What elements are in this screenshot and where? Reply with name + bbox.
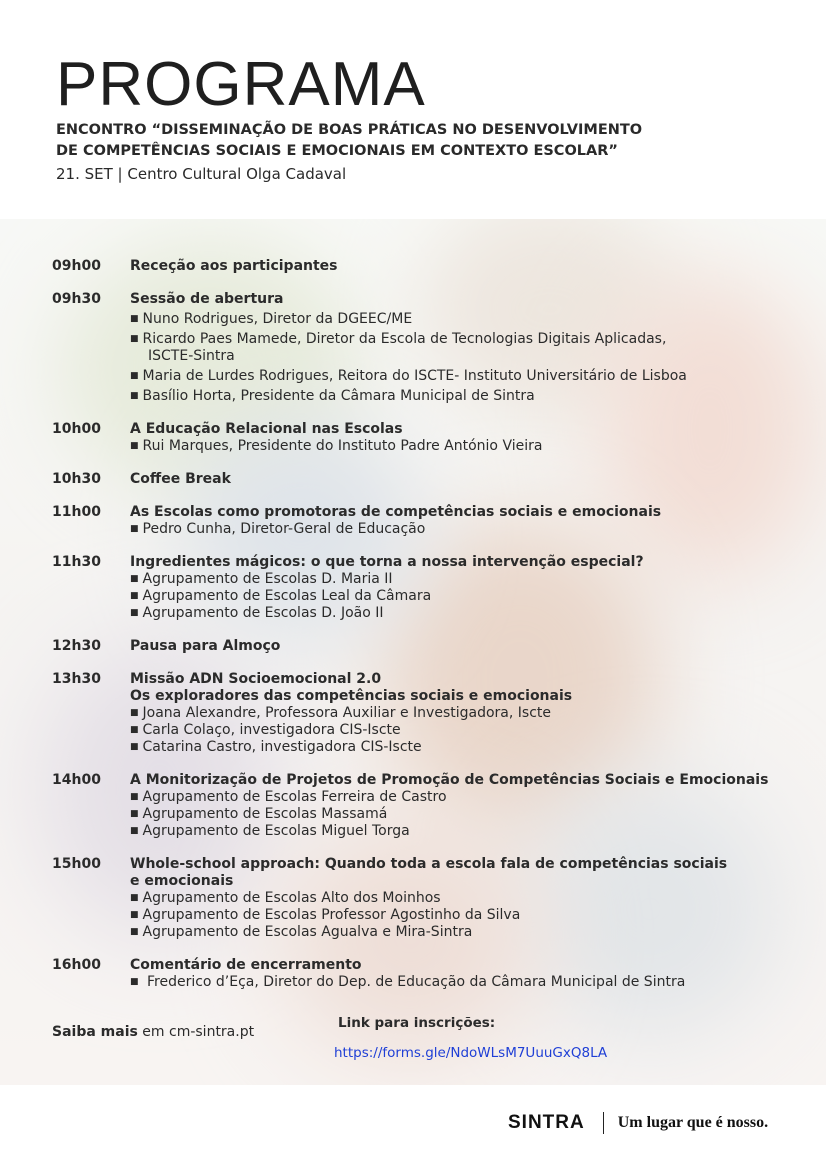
speaker-item: ■ Agrupamento de Escolas Professor Agostinho da Silva (130, 907, 521, 923)
speaker-item: ■ Joana Alexandre, Professora Auxiliar e Investigadora, Iscte (130, 705, 552, 721)
speaker-item: ■ Catarina Castro, investigadora CIS-Iscte (130, 739, 422, 755)
entry-content (130, 772, 792, 840)
entry-time: 10h30 (52, 471, 101, 487)
speaker-item: ■ Agrupamento de Escolas Miguel Torga (130, 823, 410, 839)
registration-link-label: Link para inscrições: (338, 1015, 496, 1031)
bullet-icon: ■ (130, 391, 139, 401)
entry-title: As Escolas como promotoras de competências sociais e emocionais (130, 504, 662, 520)
speaker-item: ■ Maria de Lurdes Rodrigues, Reitora do ISCTE- Instituto Universitário de Lisboa (130, 368, 687, 384)
entry-title-line-2: Os exploradores das competências sociais e emocionais (130, 688, 573, 704)
entry-content (130, 957, 792, 991)
entry-time: 16h00 (52, 957, 101, 973)
agenda-entry (52, 421, 792, 455)
entry-time: 13h30 (52, 671, 101, 687)
registration-link[interactable]: https://forms.gle/NdoWLsM7UuuGxQ8LA (334, 1045, 608, 1061)
speaker-item-continuation: ISCTE-Sintra (148, 348, 235, 364)
bullet-icon: ■ (130, 591, 139, 601)
more-info-text[interactable]: em cm-sintra.pt (137, 1024, 255, 1040)
event-venue: 21. SET | Centro Cultural Olga Cadaval (56, 165, 347, 183)
entry-content (130, 421, 792, 455)
entry-time: 14h00 (52, 772, 101, 788)
agenda-entry (52, 772, 792, 840)
speaker-item: ■ Agrupamento de Escolas Ferreira de Castro (130, 789, 447, 805)
agenda-entry (52, 471, 792, 488)
agenda-entry (52, 671, 792, 756)
bullet-icon: ■ (130, 742, 139, 752)
entry-time: 09h30 (52, 291, 101, 307)
entry-title: A Educação Relacional nas Escolas (130, 421, 403, 437)
brand-divider (603, 1112, 604, 1134)
bullet-icon: ■ (130, 910, 139, 920)
speaker-item: ■ Agrupamento de Escolas D. Maria II (130, 571, 393, 587)
agenda-entry (52, 957, 792, 991)
entry-title: Receção aos participantes (130, 258, 338, 274)
more-info (52, 1024, 254, 1040)
bullet-icon: ■ (130, 826, 139, 836)
entry-title: Sessão de abertura (130, 291, 284, 307)
bullet-icon: ■ (130, 608, 139, 618)
brand-footer (508, 1112, 768, 1134)
entry-title: Whole-school approach: Quando toda a escola fala de competências sociais (130, 856, 728, 872)
entry-time: 15h00 (52, 856, 101, 872)
subtitle-line-1: ENCONTRO “DISSEMINAÇÃO DE BOAS PRÁTICAS NO DESENVOLVIMENTO (56, 122, 643, 138)
speaker-item: ■ Ricardo Paes Mamede, Diretor da Escola de Tecnologias Digitais Aplicadas, (130, 331, 667, 347)
speaker-item: ■ Agrupamento de Escolas Agualva e Mira-Sintra (130, 924, 473, 940)
entry-title: Ingredientes mágicos: o que torna a nossa intervenção especial? (130, 554, 644, 570)
entry-content (130, 291, 792, 405)
more-info-label: Saiba mais (52, 1024, 138, 1040)
entry-time: 10h00 (52, 421, 101, 437)
entry-content (130, 471, 792, 488)
entry-content (130, 554, 792, 622)
speaker-item: ■ Basílio Horta, Presidente da Câmara Municipal de Sintra (130, 388, 535, 404)
entry-content (130, 638, 792, 655)
agenda-entry (52, 856, 792, 941)
bullet-icon: ■ (130, 441, 139, 451)
header (56, 52, 796, 185)
page-title: PROGRAMA (56, 50, 426, 119)
speaker-item: ■ Agrupamento de Escolas Leal da Câmara (130, 588, 432, 604)
entry-time: 11h30 (52, 554, 101, 570)
entry-title: Missão ADN Socioemocional 2.0 (130, 671, 382, 687)
entry-time: 09h00 (52, 258, 101, 274)
agenda-entry (52, 258, 792, 275)
entry-time: 12h30 (52, 638, 101, 654)
bullet-icon: ■ (130, 809, 139, 819)
speaker-item: ■ Nuno Rodrigues, Diretor da DGEEC/ME (130, 311, 413, 327)
bullet-icon: ■ (130, 893, 139, 903)
speaker-item: ■ Carla Colaço, investigadora CIS-Iscte (130, 722, 401, 738)
entry-title-line-2: e emocionais (130, 873, 234, 889)
bullet-icon: ■ (130, 524, 139, 534)
entry-title: Comentário de encerramento (130, 957, 362, 973)
speaker-item: ■ Agrupamento de Escolas D. João II (130, 605, 384, 621)
bullet-icon: ■ (130, 725, 139, 735)
agenda-entry (52, 554, 792, 622)
entry-title: A Monitorização de Projetos de Promoção de Competências Sociais e Emocionais (130, 772, 769, 788)
entry-content (130, 856, 792, 941)
speaker-item: ■ Agrupamento de Escolas Alto dos Moinhos (130, 890, 441, 906)
speaker-item: ■ Pedro Cunha, Diretor-Geral de Educação (130, 521, 426, 537)
entry-time: 11h00 (52, 504, 101, 520)
speaker-item: ■ Agrupamento de Escolas Massamá (130, 806, 388, 822)
brand-slogan: Um lugar que é nosso. (617, 1114, 769, 1131)
entry-content (130, 504, 792, 538)
bullet-icon: ■ (130, 334, 139, 344)
bullet-icon: ■ (130, 927, 139, 937)
entry-title: Pausa para Almoço (130, 638, 281, 654)
event-subtitle (56, 120, 796, 162)
agenda (52, 258, 792, 1007)
subtitle-line-2: DE COMPETÊNCIAS SOCIAIS E EMOCIONAIS EM CONTEXTO ESCOLAR” (56, 143, 618, 159)
speaker-item: ■ Rui Marques, Presidente do Instituto Padre António Vieira (130, 438, 543, 454)
speaker-item: ■ Frederico d’Eça, Diretor do Dep. de Educação da Câmara Municipal de Sintra (130, 974, 686, 990)
bullet-icon: ■ (130, 708, 139, 718)
bullet-icon: ■ (130, 371, 139, 381)
agenda-entry (52, 638, 792, 655)
entry-content (130, 258, 792, 275)
bullet-icon: ■ (130, 574, 139, 584)
entry-title: Coffee Break (130, 471, 231, 487)
bullet-icon: ■ (130, 314, 139, 324)
entry-content (130, 671, 792, 756)
agenda-entry (52, 291, 792, 405)
bullet-icon: ■ (130, 977, 139, 987)
bullet-icon: ■ (130, 792, 139, 802)
agenda-entry (52, 504, 792, 538)
sintra-logo: SINTRA (508, 1112, 585, 1133)
